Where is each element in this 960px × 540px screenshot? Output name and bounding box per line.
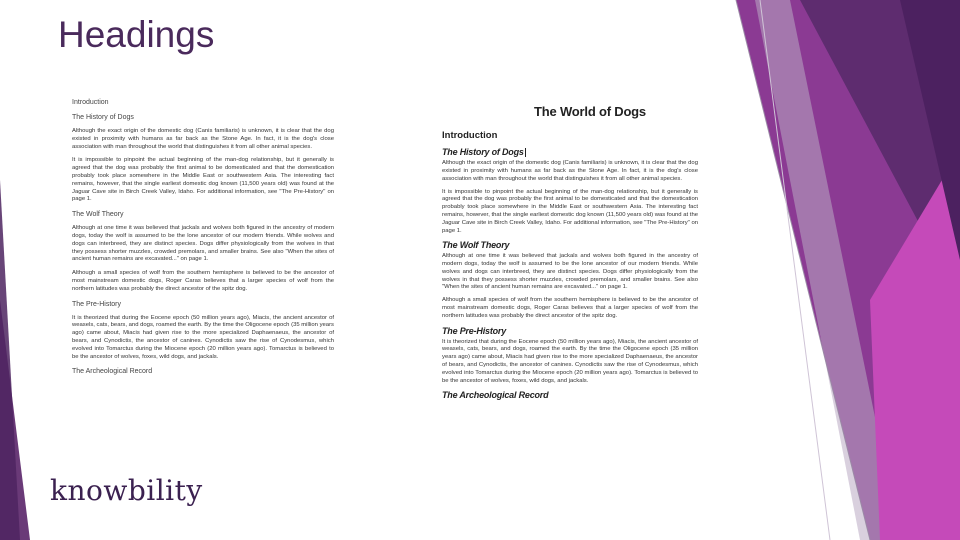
plain-heading: The Pre-History <box>72 300 122 308</box>
plain-heading: Introduction <box>72 99 109 106</box>
text-cursor <box>525 148 526 157</box>
deco-left-panel-2 <box>0 180 20 540</box>
knowbility-logo: knowbility <box>50 474 203 507</box>
paragraph: It is impossible to pinpoint the actual beginning of the man-dog relationship, but it generally is agreed that the dog was probably the first animal to be domesticated and that the domestication probably took place somewhere in the Middle East or southwestern Asia. The interesting fact remains, however, that the single earliest domestic dog known (11,500 years old) was found at the Jaguar Cave site in Birch Creek Valley, Idaho. For additional information, see "The Pre-History" on page 1. <box>442 188 698 234</box>
document-right-styled <box>442 104 698 403</box>
plain-heading: The History of Dogs <box>72 114 134 121</box>
plain-heading: The Archeological Record <box>72 368 153 376</box>
paragraph: Although at one time it was believed that jackals and wolves both figured in the ancestry of modern dogs, today the wolf is assumed to be the lone ancestor of our modern friends. While wolves and dogs can interbreed, they are distinct species. Dogs differ physiologically from the wolves in that they possess shorter muzzles, crowded premolars, and smaller brains. See also "When the sites of ancient human remains are excavated..." on page 1. <box>72 225 334 263</box>
heading-2: The History of Dogs <box>442 147 524 157</box>
paragraph: Although a small species of wolf from the southern hemisphere is believed to be the ancestor of most mainstream domestic dogs, Roger Caras believes that a larger species of wolf from the northern latitudes was probably the direct ancestor of the spitz dog. <box>72 270 334 292</box>
paragraph: Although at one time it was believed that jackals and wolves both figured in the ancestry of modern dogs, today the wolf is assumed to be the lone ancestor of our modern friends. While wolves and dogs can interbreed, they are distinct species. Dogs differ physiologically from the wolves in that they possess shorter muzzles, crowded premolars, and smaller brains. See also "When the sites of ancient human remains are excavated..." on page 1. <box>442 253 698 291</box>
paragraph: Although the exact origin of the domestic dog (Canis familiaris) is unknown, it is clear that the dog existed in proximity with humans as far back as the Stone Age. In fact, it is the dog's close association with man throughout the world that distinguishes it from all other animal species. <box>72 128 334 150</box>
document-title: The World of Dogs <box>534 104 646 119</box>
paragraph: Although a small species of wolf from the southern hemisphere is believed to be the ancestor of most mainstream domestic dogs, Roger Caras believes that a larger species of wolf from the northern latitudes was probably the direct ancestor of the spitz dog. <box>442 297 698 319</box>
heading-2: The Archeological Record <box>442 390 549 401</box>
paragraph: It is theorized that during the Eocene epoch (50 million years ago), Miacis, the ancient ancestor of weasels, cats, bears, and dogs, roamed the earth. By the time the Oligocene epoch (35 million years ago) came about, Miacis had given rise to the more specialized Daphaenaeus, the ancestor of bears, and Cynodictis, the ancestor of canines. Cynodictis saw the rise of Cynodesmus, which evolved into Tomarctus during the Miocene epoch (20 million years ago). Tomarctus is believed to be the ancestor of wolves, foxes, wild dogs, and jackals. <box>442 338 698 384</box>
document-left-unstyled <box>72 98 334 382</box>
paragraph: Although the exact origin of the domestic dog (Canis familiaris) is unknown, it is clear that the dog existed in proximity with humans as far back as the Stone Age. In fact, it is the dog's close association with man throughout the world that distinguishes it from all other animal species. <box>442 160 698 182</box>
plain-heading: The Wolf Theory <box>72 211 124 219</box>
heading-2: The Wolf Theory <box>442 240 510 251</box>
slide-title: Headings <box>58 14 215 55</box>
paragraph: It is impossible to pinpoint the actual beginning of the man-dog relationship, but it generally is agreed that the dog was probably the first animal to be domesticated and that the domestication probably took place somewhere in the Middle East or southwestern Asia. The interesting fact remains, however, that the single earliest domestic dog known (11,500 years old) was found at the Jaguar Cave site in Birch Creek Valley, Idaho. For additional information, see "The Pre-History" on page 1. <box>72 157 334 203</box>
paragraph: It is theorized that during the Eocene epoch (50 million years ago), Miacis, the ancient ancestor of weasels, cats, bears, and dogs, roamed the earth. By the time the Oligocene epoch (35 million years ago) came about, Miacis had given rise to the more specialized Daphaenaeus, the ancestor of bears, and Cynodictis, the ancestor of canines. Cynodictis saw the rise of Cynodesmus, which evolved into Tomarctus during the Miocene epoch (20 million years ago). Tomarctus is believed to be the ancestor of wolves, foxes, wild dogs, and jackals. <box>72 314 334 360</box>
heading-1: Introduction <box>442 130 498 141</box>
heading-2: The Pre-History <box>442 325 507 336</box>
